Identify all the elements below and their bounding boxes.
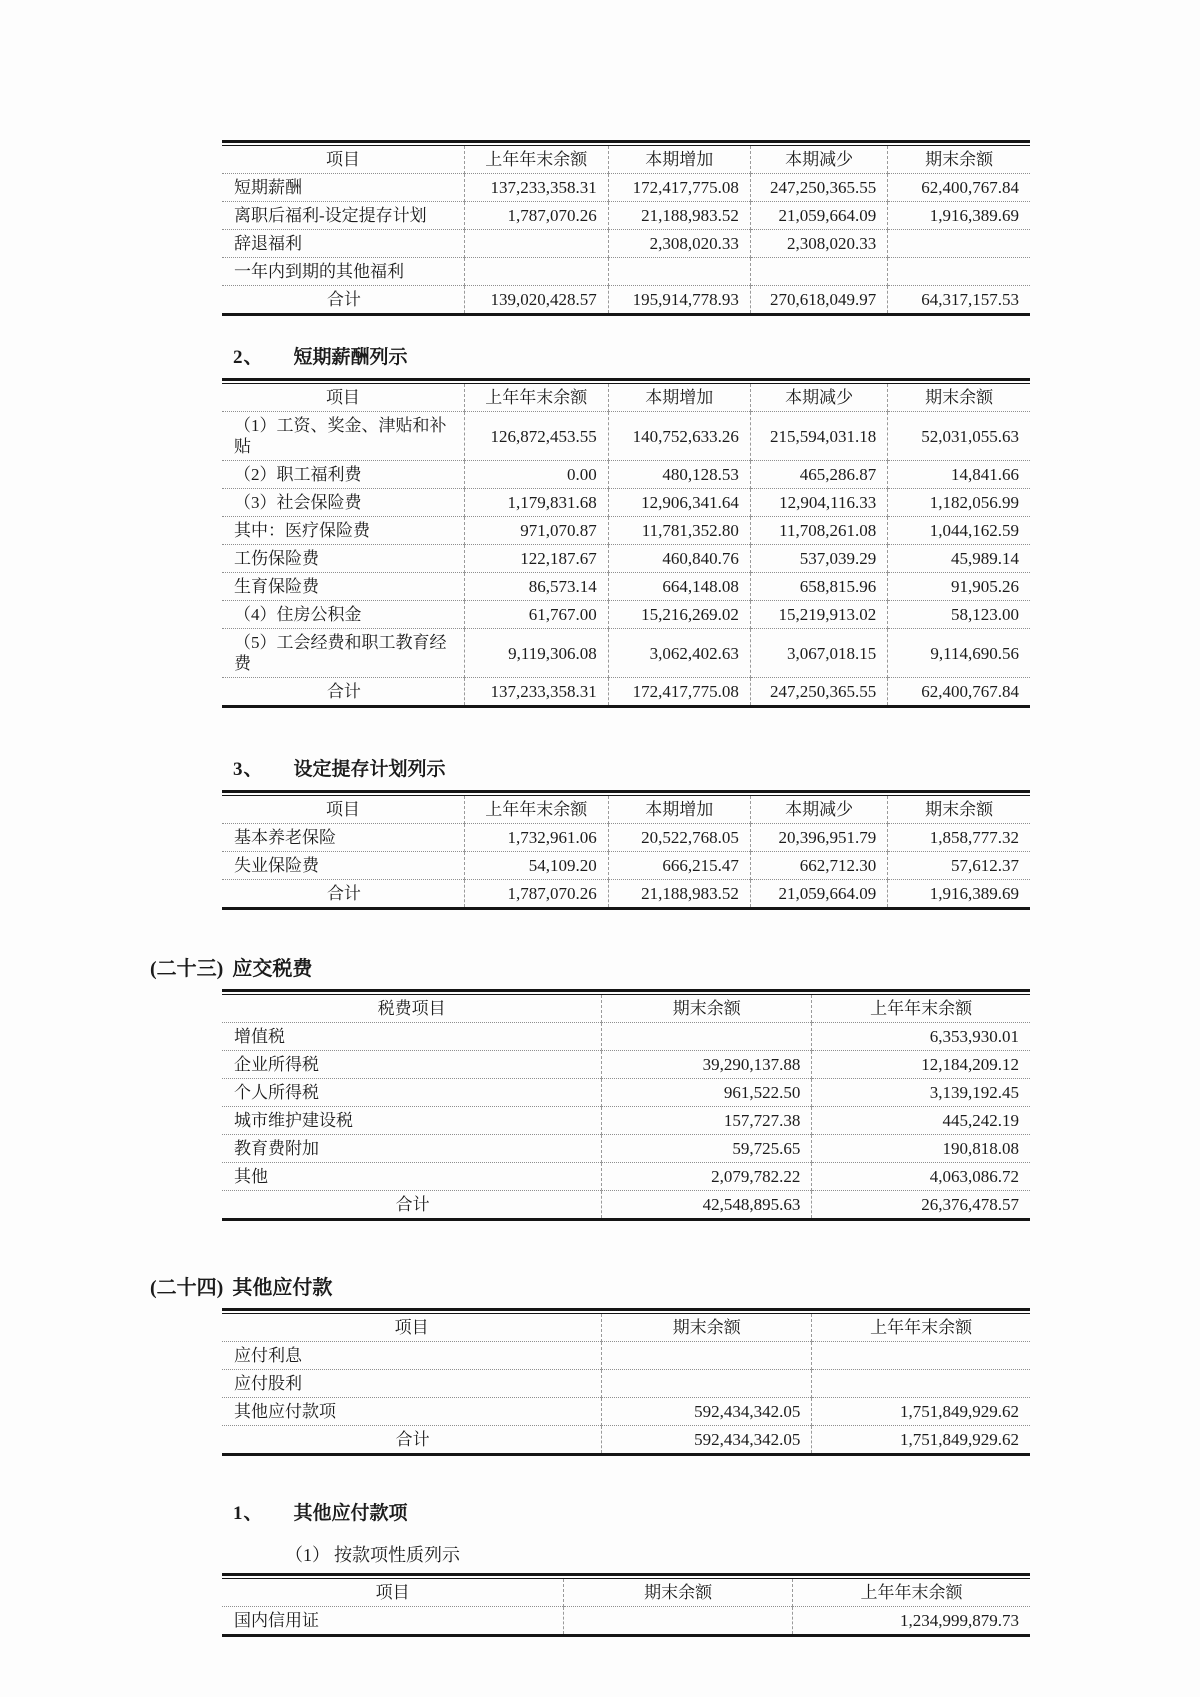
table-row (222, 230, 1030, 258)
item-cell: 合计 (395, 1195, 430, 1214)
item-cell: 教育费附加 (222, 1135, 602, 1163)
value-cell: 3,067,018.15 (750, 629, 887, 678)
heading-title: 应交税费 (232, 958, 313, 980)
total-row (222, 880, 1030, 908)
header-row (222, 995, 1030, 1023)
value-cell: 2,308,020.33 (750, 230, 887, 258)
value-cell: 42,548,895.63 (602, 1191, 812, 1219)
value-cell (888, 230, 1030, 258)
value-cell (750, 258, 887, 286)
heading-title: 其他应付款 (232, 1277, 333, 1299)
value-cell (602, 1342, 812, 1370)
item-cell: （5）工会经费和职工教育经费 (222, 629, 464, 678)
value-cell: 3,139,192.45 (812, 1079, 1030, 1107)
table-row (222, 852, 1030, 880)
value-cell: 664,148.08 (608, 573, 750, 601)
value-cell: 658,815.96 (750, 573, 887, 601)
section-heading-other-payables (150, 1271, 1200, 1300)
value-cell: 21,059,664.09 (750, 202, 887, 230)
table-row (222, 573, 1030, 601)
table (222, 145, 1030, 313)
value-cell: 592,434,342.05 (602, 1426, 812, 1454)
section-heading-other-payable-items (233, 1498, 1200, 1525)
value-cell: 537,039.29 (750, 545, 887, 573)
value-cell: 20,396,951.79 (750, 824, 887, 852)
value-cell: 215,594,031.18 (750, 412, 887, 461)
heading-title: 短期薪酬列示 (293, 347, 408, 368)
taxes-payable-table (222, 989, 1030, 1221)
value-cell: 62,400,767.84 (888, 174, 1030, 202)
value-cell: 157,727.38 (602, 1107, 812, 1135)
column-header: 本期增加 (608, 146, 750, 174)
item-cell: 短期薪酬 (222, 174, 464, 202)
column-header: 项目 (222, 796, 464, 824)
value-cell: 58,123.00 (888, 601, 1030, 629)
short-term-compensation-table (222, 378, 1030, 708)
section-heading-defined-contribution-plan (233, 754, 1200, 781)
table-row (222, 489, 1030, 517)
value-cell (888, 258, 1030, 286)
item-cell: 合计 (395, 1430, 430, 1449)
value-cell: 61,767.00 (464, 601, 608, 629)
value-cell: 1,916,389.69 (888, 880, 1030, 908)
value-cell: 64,317,157.53 (888, 286, 1030, 314)
header-row (222, 146, 1030, 174)
item-cell: （1）工资、奖金、津贴和补贴 (222, 412, 464, 461)
total-row (222, 286, 1030, 314)
column-header: 本期减少 (750, 796, 887, 824)
value-cell (812, 1342, 1030, 1370)
item-cell: 企业所得税 (222, 1051, 602, 1079)
value-cell: 1,858,777.32 (888, 824, 1030, 852)
item-cell: 国内信用证 (234, 1611, 319, 1630)
value-cell: 59,725.65 (602, 1135, 812, 1163)
column-header: 项目 (222, 1314, 602, 1342)
subsection-heading-by-nature (285, 1541, 1200, 1567)
value-cell (464, 230, 608, 258)
table-row (222, 601, 1030, 629)
value-cell: 12,184,209.12 (812, 1051, 1030, 1079)
value-cell: 15,216,269.02 (608, 601, 750, 629)
value-cell: 9,119,306.08 (464, 629, 608, 678)
item-cell: （3）社会保险费 (222, 489, 464, 517)
heading-title: 按款项性质列示 (334, 1545, 460, 1565)
value-cell: 1,732,961.06 (464, 824, 608, 852)
value-cell: 122,187.67 (464, 545, 608, 573)
heading-title: 设定提存计划列示 (293, 759, 446, 780)
value-cell: 662,712.30 (750, 852, 887, 880)
employee-compensation-table (222, 140, 1030, 316)
item-cell: 基本养老保险 (222, 824, 464, 852)
item-cell: 失业保险费 (222, 852, 464, 880)
value-cell: 480,128.53 (608, 461, 750, 489)
value-cell: 666,215.47 (608, 852, 750, 880)
value-cell: 445,242.19 (812, 1107, 1030, 1135)
value-cell: 1,787,070.26 (464, 880, 608, 908)
value-cell: 3,062,402.63 (608, 629, 750, 678)
table-row (222, 545, 1030, 573)
item-cell: 合计 (326, 290, 361, 309)
table (222, 1313, 1030, 1453)
value-cell: 12,904,116.33 (750, 489, 887, 517)
value-cell: 971,070.87 (464, 517, 608, 545)
value-cell: 247,250,365.55 (750, 678, 887, 706)
column-header: 本期减少 (750, 146, 887, 174)
table (222, 383, 1030, 705)
table-row (222, 1163, 1030, 1191)
value-cell: 4,063,086.72 (812, 1163, 1030, 1191)
heading-number: 3、 (233, 759, 264, 780)
value-cell: 1,179,831.68 (464, 489, 608, 517)
heading-number: (二十三) (150, 958, 224, 980)
defined-contribution-plan-table (222, 790, 1030, 910)
table-row (222, 1051, 1030, 1079)
value-cell: 1,234,999,879.73 (792, 1607, 1030, 1635)
table (222, 994, 1030, 1218)
value-cell: 0.00 (464, 461, 608, 489)
value-cell: 465,286.87 (750, 461, 887, 489)
section-heading-short-term-compensation (233, 342, 1200, 369)
value-cell: 54,109.20 (464, 852, 608, 880)
item-cell: 增值税 (222, 1023, 602, 1051)
header-row (222, 1579, 1030, 1607)
value-cell: 172,417,775.08 (608, 678, 750, 706)
column-header: 期末余额 (888, 146, 1030, 174)
table-row (222, 1370, 1030, 1398)
table-row (222, 629, 1030, 678)
value-cell: 14,841.66 (888, 461, 1030, 489)
value-cell: 190,818.08 (812, 1135, 1030, 1163)
value-cell: 137,233,358.31 (464, 678, 608, 706)
table (222, 1578, 1030, 1634)
column-header: 上年年末余额 (812, 995, 1030, 1023)
value-cell: 460,840.76 (608, 545, 750, 573)
item-cell: 个人所得税 (222, 1079, 602, 1107)
table-row (222, 1607, 1030, 1635)
value-cell (464, 258, 608, 286)
heading-title: 其他应付款项 (293, 1503, 408, 1524)
heading-number: 2、 (233, 347, 264, 368)
value-cell: 1,182,056.99 (888, 489, 1030, 517)
item-cell: 其他 (222, 1163, 602, 1191)
value-cell: 137,233,358.31 (464, 174, 608, 202)
column-header: 期末余额 (888, 796, 1030, 824)
item-cell: 生育保险费 (222, 573, 464, 601)
value-cell (812, 1370, 1030, 1398)
item-cell: 离职后福利-设定提存计划 (222, 202, 464, 230)
header-row (222, 384, 1030, 412)
value-cell: 9,114,690.56 (888, 629, 1030, 678)
value-cell: 15,219,913.02 (750, 601, 887, 629)
value-cell: 1,751,849,929.62 (812, 1398, 1030, 1426)
item-cell: （2）职工福利费 (222, 461, 464, 489)
other-payables-table (222, 1308, 1030, 1456)
column-header: 上年年末余额 (812, 1314, 1030, 1342)
column-header: 上年年末余额 (464, 384, 608, 412)
table-row (222, 1079, 1030, 1107)
value-cell: 11,708,261.08 (750, 517, 887, 545)
value-cell: 172,417,775.08 (608, 174, 750, 202)
value-cell: 2,308,020.33 (608, 230, 750, 258)
item-cell: 应付股利 (222, 1370, 602, 1398)
value-cell: 126,872,453.55 (464, 412, 608, 461)
value-cell: 12,906,341.64 (608, 489, 750, 517)
table-row (222, 1398, 1030, 1426)
table-row (222, 258, 1030, 286)
value-cell: 1,787,070.26 (464, 202, 608, 230)
table-row (222, 461, 1030, 489)
table-row (222, 1023, 1030, 1051)
value-cell (608, 258, 750, 286)
total-row (222, 1426, 1030, 1454)
column-header: 本期增加 (608, 796, 750, 824)
value-cell: 1,044,162.59 (888, 517, 1030, 545)
value-cell: 57,612.37 (888, 852, 1030, 880)
other-payables-detail-table (222, 1573, 1030, 1637)
header-row (222, 796, 1030, 824)
value-cell: 6,353,930.01 (812, 1023, 1030, 1051)
column-header: 期末余额 (602, 995, 812, 1023)
item-cell: 辞退福利 (222, 230, 464, 258)
table-row (222, 517, 1030, 545)
heading-number: (二十四) (150, 1277, 224, 1299)
item-cell: 城市维护建设税 (222, 1107, 602, 1135)
column-header: 期末余额 (602, 1314, 812, 1342)
column-header: 税费项目 (222, 995, 602, 1023)
value-cell: 1,751,849,929.62 (812, 1426, 1030, 1454)
value-cell: 140,752,633.26 (608, 412, 750, 461)
item-cell: （4）住房公积金 (222, 601, 464, 629)
item-cell: 合计 (326, 682, 361, 701)
item-cell: 工伤保险费 (222, 545, 464, 573)
total-row (222, 1191, 1030, 1219)
value-cell: 45,989.14 (888, 545, 1030, 573)
heading-number: （1） (285, 1545, 330, 1565)
column-header: 项目 (222, 146, 464, 174)
value-cell: 91,905.26 (888, 573, 1030, 601)
value-cell: 21,188,983.52 (608, 202, 750, 230)
column-header: 项目 (222, 384, 464, 412)
item-cell: 其他应付款项 (222, 1398, 602, 1426)
value-cell: 961,522.50 (602, 1079, 812, 1107)
column-header: 上年年末余额 (792, 1579, 1030, 1607)
value-cell: 62,400,767.84 (888, 678, 1030, 706)
item-cell: 合计 (326, 884, 361, 903)
section-heading-taxes-payable (150, 952, 1200, 981)
value-cell: 52,031,055.63 (888, 412, 1030, 461)
value-cell (602, 1023, 812, 1051)
table-row (222, 202, 1030, 230)
value-cell: 11,781,352.80 (608, 517, 750, 545)
value-cell: 195,914,778.93 (608, 286, 750, 314)
value-cell: 270,618,049.97 (750, 286, 887, 314)
value-cell: 139,020,428.57 (464, 286, 608, 314)
table (222, 795, 1030, 907)
value-cell: 2,079,782.22 (602, 1163, 812, 1191)
value-cell: 592,434,342.05 (602, 1398, 812, 1426)
item-cell: 一年内到期的其他福利 (222, 258, 464, 286)
value-cell: 20,522,768.05 (608, 824, 750, 852)
value-cell: 21,059,664.09 (750, 880, 887, 908)
value-cell: 1,916,389.69 (888, 202, 1030, 230)
total-row (222, 678, 1030, 706)
column-header: 期末余额 (564, 1579, 793, 1607)
table-row (222, 174, 1030, 202)
column-header: 本期增加 (608, 384, 750, 412)
table-row (222, 1342, 1030, 1370)
item-cell: 应付利息 (222, 1342, 602, 1370)
value-cell: 39,290,137.88 (602, 1051, 812, 1079)
value-cell: 21,188,983.52 (608, 880, 750, 908)
value-cell (564, 1607, 793, 1635)
table-row (222, 824, 1030, 852)
item-cell: 其中：医疗保险费 (222, 517, 464, 545)
table-row (222, 412, 1030, 461)
column-header: 项目 (222, 1579, 564, 1607)
value-cell: 247,250,365.55 (750, 174, 887, 202)
column-header: 上年年末余额 (464, 146, 608, 174)
column-header: 期末余额 (888, 384, 1030, 412)
column-header: 上年年末余额 (464, 796, 608, 824)
heading-number: 1、 (233, 1503, 264, 1524)
table-row (222, 1107, 1030, 1135)
column-header: 本期减少 (750, 384, 887, 412)
table-row (222, 1135, 1030, 1163)
value-cell: 86,573.14 (464, 573, 608, 601)
value-cell (602, 1370, 812, 1398)
header-row (222, 1314, 1030, 1342)
value-cell: 26,376,478.57 (812, 1191, 1030, 1219)
